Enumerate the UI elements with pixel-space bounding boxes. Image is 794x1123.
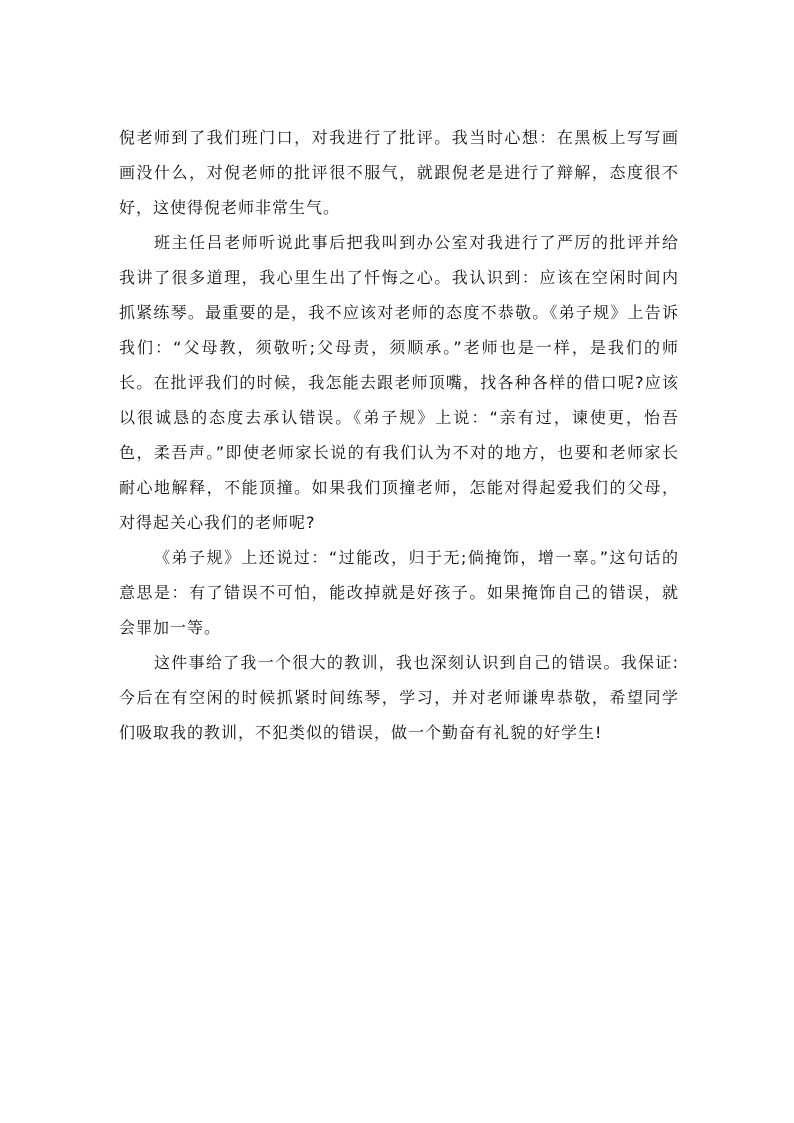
paragraph-2: 班主任吕老师听说此事后把我叫到办公室对我进行了严厉的批评并给我讲了很多道理，我心里生出了忏悔之心。我认识到：应该在空闲时间内抓紧练琴。最重要的是，我不应该对老师的态度不恭敬。《弟子规》上告诉我们：“父母教，须敬听;父母责，须顺承。”老师也是一样，是我们的师长。在批评我们的时候，我怎能去跟老师顶嘴，找各种各样的借口呢?应该以很诚恳的态度去承认错误。《弟子规》上说：“亲有过，谏使更，怡吾色，柔吾声。”即使老师家长说的有我们认为不对的地方，也要和老师家长耐心地解释，不能顶撞。如果我们顶撞老师，怎能对得起爱我们的父母，对得起关心我们的老师呢? — [119, 233, 679, 532]
paragraph-1: 倪老师到了我们班门口，对我进行了批评。我当时心想：在黑板上写写画画没什么，对倪老师的批评很不服气，就跟倪老是进行了辩解，态度很不好，这使得倪老师非常生气。 — [119, 128, 679, 217]
paragraph-4: 这件事给了我一个很大的教训，我也深刻认识到自己的错误。我保证:今后在有空闲的时候抓紧时间练琴，学习，并对老师谦卑恭敬，希望同学们吸取我的教训，不犯类似的错误，做一个勤奋有礼貌的好学生! — [119, 653, 679, 742]
body-text — [119, 120, 679, 750]
paragraph-3: 《弟子规》上还说过：“过能改，归于无;倘掩饰，增一辜。”这句话的意思是：有了错误不可怕，能改掉就是好孩子。如果掩饰自己的错误，就会罪加一等。 — [119, 548, 679, 637]
